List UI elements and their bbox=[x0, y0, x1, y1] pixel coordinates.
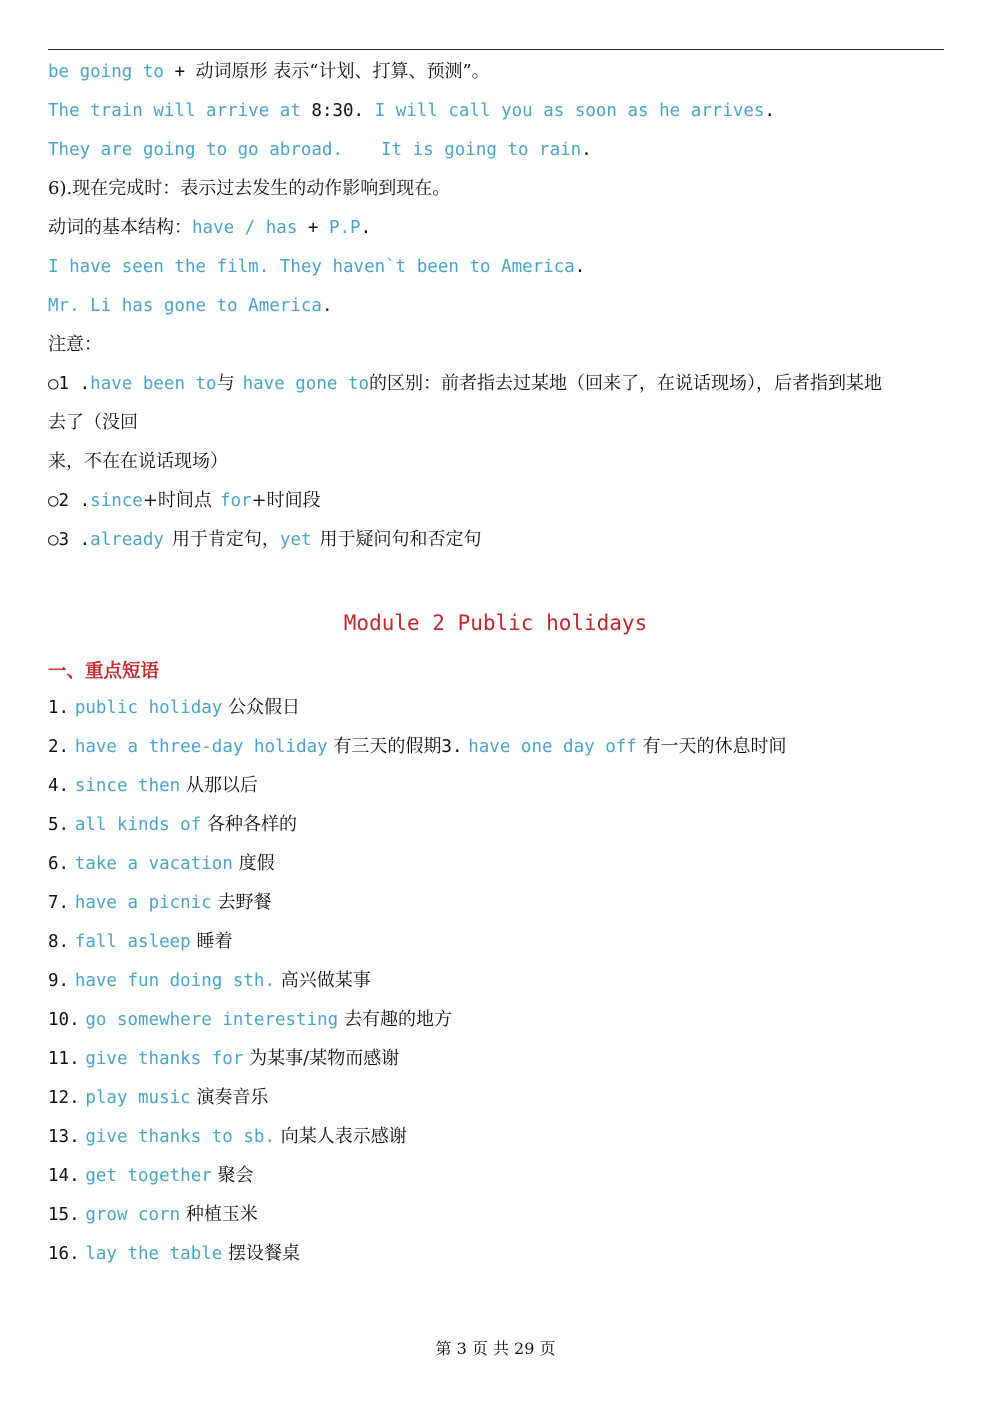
phrase-item: 1. public holiday 公众假日 bbox=[48, 697, 301, 718]
phrase-item: 11. give thanks for 为某事/某物而感谢 bbox=[48, 1048, 400, 1069]
example-sentence: They are going to go abroad. It is going to rain. bbox=[48, 140, 592, 160]
grammar-line-be-going-to: be going to + 动词原形 表示“计划、打算、预测”。 bbox=[48, 61, 490, 82]
phrase-item: 13. give thanks to sb. 向某人表示感谢 bbox=[48, 1126, 407, 1147]
phrase-item: 8. fall asleep 睡着 bbox=[48, 931, 233, 952]
phrase-item: 7. have a picnic 去野餐 bbox=[48, 892, 272, 913]
grammar-structure: 动词的基本结构：have / has + P.P. bbox=[48, 217, 372, 238]
example-sentence: Mr. Li has gone to America. bbox=[48, 296, 333, 316]
example-sentence: I have seen the film. They haven`t been to America. bbox=[48, 257, 586, 277]
phrase-item: 12. play music 演奏音乐 bbox=[48, 1087, 269, 1108]
grammar-heading-present-perfect: 6).现在完成时：表示过去发生的动作影响到现在。 bbox=[48, 178, 451, 199]
phrase-item: 4. since then 从那以后 bbox=[48, 775, 258, 796]
note-continuation: 来，不在在说话现场） bbox=[48, 451, 228, 472]
section-heading: 一、重点短语 bbox=[48, 661, 160, 682]
note-item: ○3 .already 用于肯定句，yet 用于疑问句和否定句 bbox=[48, 529, 482, 550]
phrase-en: be going to bbox=[48, 62, 164, 82]
module-title: Module 2 Public holidays bbox=[343, 611, 648, 635]
phrase-item: 6. take a vacation 度假 bbox=[48, 853, 275, 874]
note-label: 注意： bbox=[48, 334, 102, 355]
page-footer: 第 3 页 共 29 页 bbox=[435, 1339, 556, 1358]
note-item: ○1 .have been to与 have gone to的区别：前者指去过某地（回来了，在说话现场），后者指到某地 bbox=[48, 373, 883, 394]
phrase-item: 10. go somewhere interesting 去有趣的地方 bbox=[48, 1009, 452, 1030]
phrase-item: 16. lay the table 摆设餐桌 bbox=[48, 1243, 301, 1264]
phrase-item: 15. grow corn 种植玉米 bbox=[48, 1204, 258, 1225]
phrase-item: 14. get together 聚会 bbox=[48, 1165, 254, 1186]
phrase-item: 9. have fun doing sth. 高兴做某事 bbox=[48, 970, 371, 991]
note-continuation: 去了（没回 bbox=[48, 412, 138, 433]
phrase-item: 2. have a three-day holiday 有三天的假期3. have one day off 有一天的休息时间 bbox=[48, 736, 787, 757]
top-rule bbox=[48, 49, 944, 50]
example-sentence: The train will arrive at 8:30. I will call you as soon as he arrives. bbox=[48, 101, 776, 121]
phrase-item: 5. all kinds of 各种各样的 bbox=[48, 814, 297, 835]
note-item: ○2 .since+时间点 for+时间段 bbox=[48, 490, 321, 511]
